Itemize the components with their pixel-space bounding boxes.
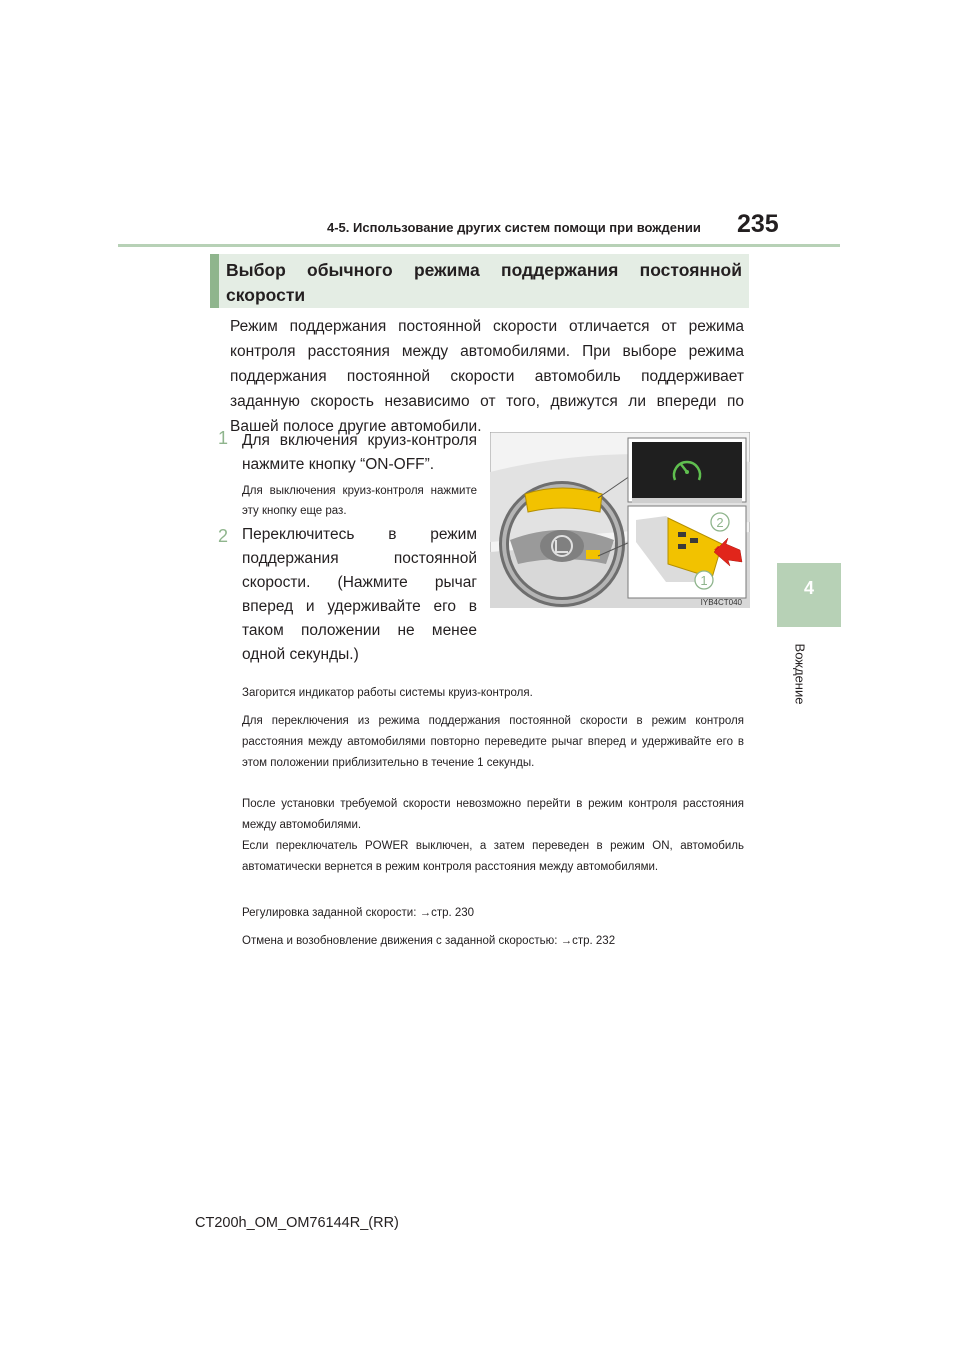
step-2-number: 2 (218, 526, 229, 546)
footer-document-code: CT200h_OM_OM76144R_(RR) (195, 1215, 399, 1231)
callout-2-label: 2 (716, 515, 724, 530)
figure-code: IYB4CT040 (700, 598, 742, 607)
header-chapter-title: 4-5. Использование других систем помощи при вождении (327, 220, 701, 235)
callout-1-icon (695, 571, 713, 589)
step-2-text: Переключитесь в режим поддержания постоянной скорости. (Нажмите рычаг вперед и удерживайте его в таком положении не менее одной секунды.) (242, 526, 477, 663)
chapter-tab-number: 4 (803, 578, 814, 598)
step-1-text: Для включения круиз-контроля нажмите кнопку “ON-OFF”. (242, 432, 477, 473)
step-1-number: 1 (218, 428, 229, 448)
cruise-control-illustration (490, 432, 750, 608)
note-switch-mode: Для переключения из режима поддержания постоянной скорости в режим контроля расстояния между автомобилями повторно переведите рычаг вперед и удерживайте его в этом положении приблизительно в течение 1 секунды. (242, 715, 744, 769)
note-cancel-resume-ref: Отмена и возобновление движения с заданной скоростью: →стр. 232 (242, 935, 616, 947)
chapter-side-label-text: Вождение (792, 643, 808, 705)
page-number: 235 (737, 210, 779, 238)
note-speed-adjust-ref: Регулировка заданной скорости: →стр. 230 (242, 907, 475, 919)
header-rule (118, 244, 840, 247)
note-indicator: Загорится индикатор работы системы круиз-контроля. (242, 687, 533, 699)
note-after-setting: После установки требуемой скорости невозможно перейти в режим контроля расстояния между автомобилями. (242, 798, 744, 831)
callout-2-icon (711, 513, 729, 531)
section-heading-bar (210, 254, 219, 308)
intro-paragraph: Режим поддержания постоянной скорости отличается от режима контроля расстояния между автомобилями. При выборе режима поддержания постоянной скорости автомобиль поддерживает заданную скорость независимо от того, движутся ли впереди по Вашей полосе другие автомобили. (230, 318, 744, 435)
callout-1-label: 1 (700, 573, 708, 588)
step-1-note: Для выключения круиз-контроля нажмите эту кнопку еще раз. (242, 485, 477, 517)
chapter-side-label (792, 634, 808, 714)
section-title: Выбор обычного режима поддержания постоянной скорости (226, 260, 742, 305)
note-power-switch: Если переключатель POWER выключен, а затем переведен в режим ON, автомобиль автоматически вернется в режим контроля расстояния между автомобилями. (242, 840, 744, 873)
